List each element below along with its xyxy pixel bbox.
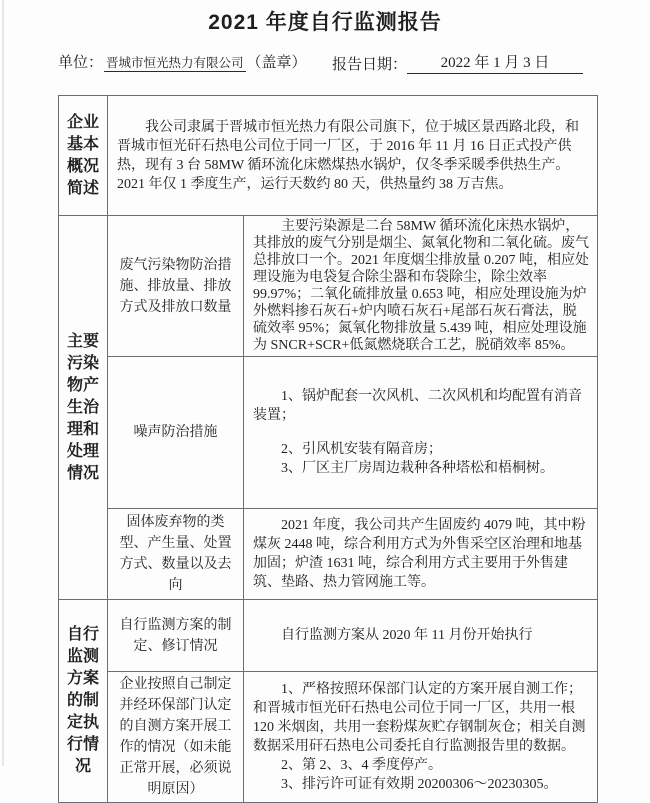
noise-item: 3、厂区主厂房周边栽种各种塔松和梧桐树。	[281, 461, 554, 476]
noise-sublabel: 噪声防治措施	[133, 425, 218, 440]
waste-gas-sublabel-cell	[108, 216, 244, 357]
section3-label: 自行监测方案的制定执行情况	[67, 626, 100, 775]
plan-revision-sublabel: 自行监测方案的制定、修订情况	[119, 617, 232, 654]
noise-item: 2、引风机安装有隔音房；	[281, 442, 442, 457]
section2-label: 主要污染物产生治理和处理情况	[67, 332, 100, 482]
report-date-group	[332, 51, 583, 74]
page-title: 2021 年度自行监测报告	[208, 11, 442, 34]
waste-gas-content: 主要污染源是二台 58MW 循环流化床热水锅炉，其排放的废气分别是烟尘、氮氧化物和二氧化硫。废气总排放口一个。2021 年度烟尘排放量 0.207 吨，相应处理设施为电袋复合除尘器和布袋除尘，除尘效率 99.97%；二氧化硫排放量 0.653 吨，相应处理设施为炉外燃料掺石灰石+炉内喷石灰石+尾部石灰石膏法，脱硫效率 95%；氮氧化物排放量 5.439 吨，相应处理设施为 SNCR+SCR+低氮燃烧联合工艺，脱硝效率 85%。	[253, 219, 589, 353]
seal-note: （盖章）	[246, 55, 307, 71]
section3-label-cell	[59, 600, 108, 803]
table-row	[59, 672, 598, 803]
unit-group	[58, 51, 307, 72]
plan-revision-sublabel-cell	[108, 600, 244, 672]
report-meta-row	[58, 51, 595, 77]
section1-content: 我公司隶属于晋城市恒光热力有限公司旗下，位于城区景西路北段，和晋城市恒光矸石热电公司位于同一厂区，于 2016 年 11 月 16 日正式投产供热，现有 3 台 58MW 循环流化床燃煤热水锅炉，仅冬季采暖季供热生产。2021 年仅 1 季度生产，运行天数约 80 天，供热量约 38 万吉焦。	[117, 119, 579, 192]
table-row	[59, 216, 598, 357]
plan-execution-sublabel: 企业按照自己制定并经环保部门认定的自测方案开展工作的情况（如未能正常开展，必须说明原因）	[119, 677, 232, 797]
unit-name: 晋城市恒光热力有限公司	[106, 56, 244, 70]
table-row	[59, 509, 598, 600]
section1-content-cell	[108, 96, 598, 216]
plan-execution-sublabel-cell	[108, 672, 244, 803]
report-table	[58, 95, 598, 803]
section1-label-cell	[59, 96, 108, 216]
section1-label: 企业基本概况简述	[67, 113, 100, 197]
table-row	[59, 357, 598, 509]
noise-sublabel-cell	[108, 357, 244, 509]
report-date-value: 2022 年 1 月 3 日	[407, 51, 583, 74]
plan-revision-content-cell	[244, 600, 598, 672]
table-row	[59, 600, 598, 672]
section2-label-cell	[59, 216, 108, 600]
solid-waste-sublabel-cell	[108, 509, 244, 600]
solid-waste-content: 2021 年度，我公司共产生固废约 4079 吨，其中粉煤灰 2448 吨，综合利用方式为外售采空区治理和地基加固；炉渣 1631 吨，综合利用方式主要用于外售建筑、垫路、热力管网施工等。	[253, 518, 586, 590]
scan-page-edge	[2, 0, 4, 766]
plan-execution-item: 2、第 2、3、4 季度停产。	[281, 758, 442, 773]
plan-execution-item: 3、排污许可证有效期 20200306～20230305。	[281, 777, 558, 792]
table-row	[59, 96, 598, 216]
plan-execution-content-cell	[244, 672, 598, 803]
plan-execution-item: 1、严格按照环保部门认定的方案开展自测工作；和晋城市恒光矸石热电公司位于同一厂区，共用一根 120 米烟囱，共用一套粉煤灰贮存钢制灰仓；相关自测数据采用矸石热电公司委托自行监测报告里的数据。	[253, 682, 586, 754]
waste-gas-content-cell	[244, 216, 598, 357]
noise-item: 1、锅炉配套一次风机、二次风机和均配置有消音装置；	[253, 389, 582, 423]
solid-waste-content-cell	[244, 509, 598, 600]
solid-waste-sublabel: 固体废弃物的类型、产生量、处置方式、数量以及去向	[119, 515, 232, 593]
unit-label: 单位：	[58, 55, 104, 71]
plan-revision-content: 自行监测方案从 2020 年 11 月份开始执行	[281, 628, 533, 643]
noise-content-cell	[244, 357, 598, 509]
waste-gas-sublabel: 废气污染物防治措施、排放量、排放方式及排放口数量	[119, 257, 232, 315]
report-date-label: 报告日期：	[332, 57, 408, 73]
